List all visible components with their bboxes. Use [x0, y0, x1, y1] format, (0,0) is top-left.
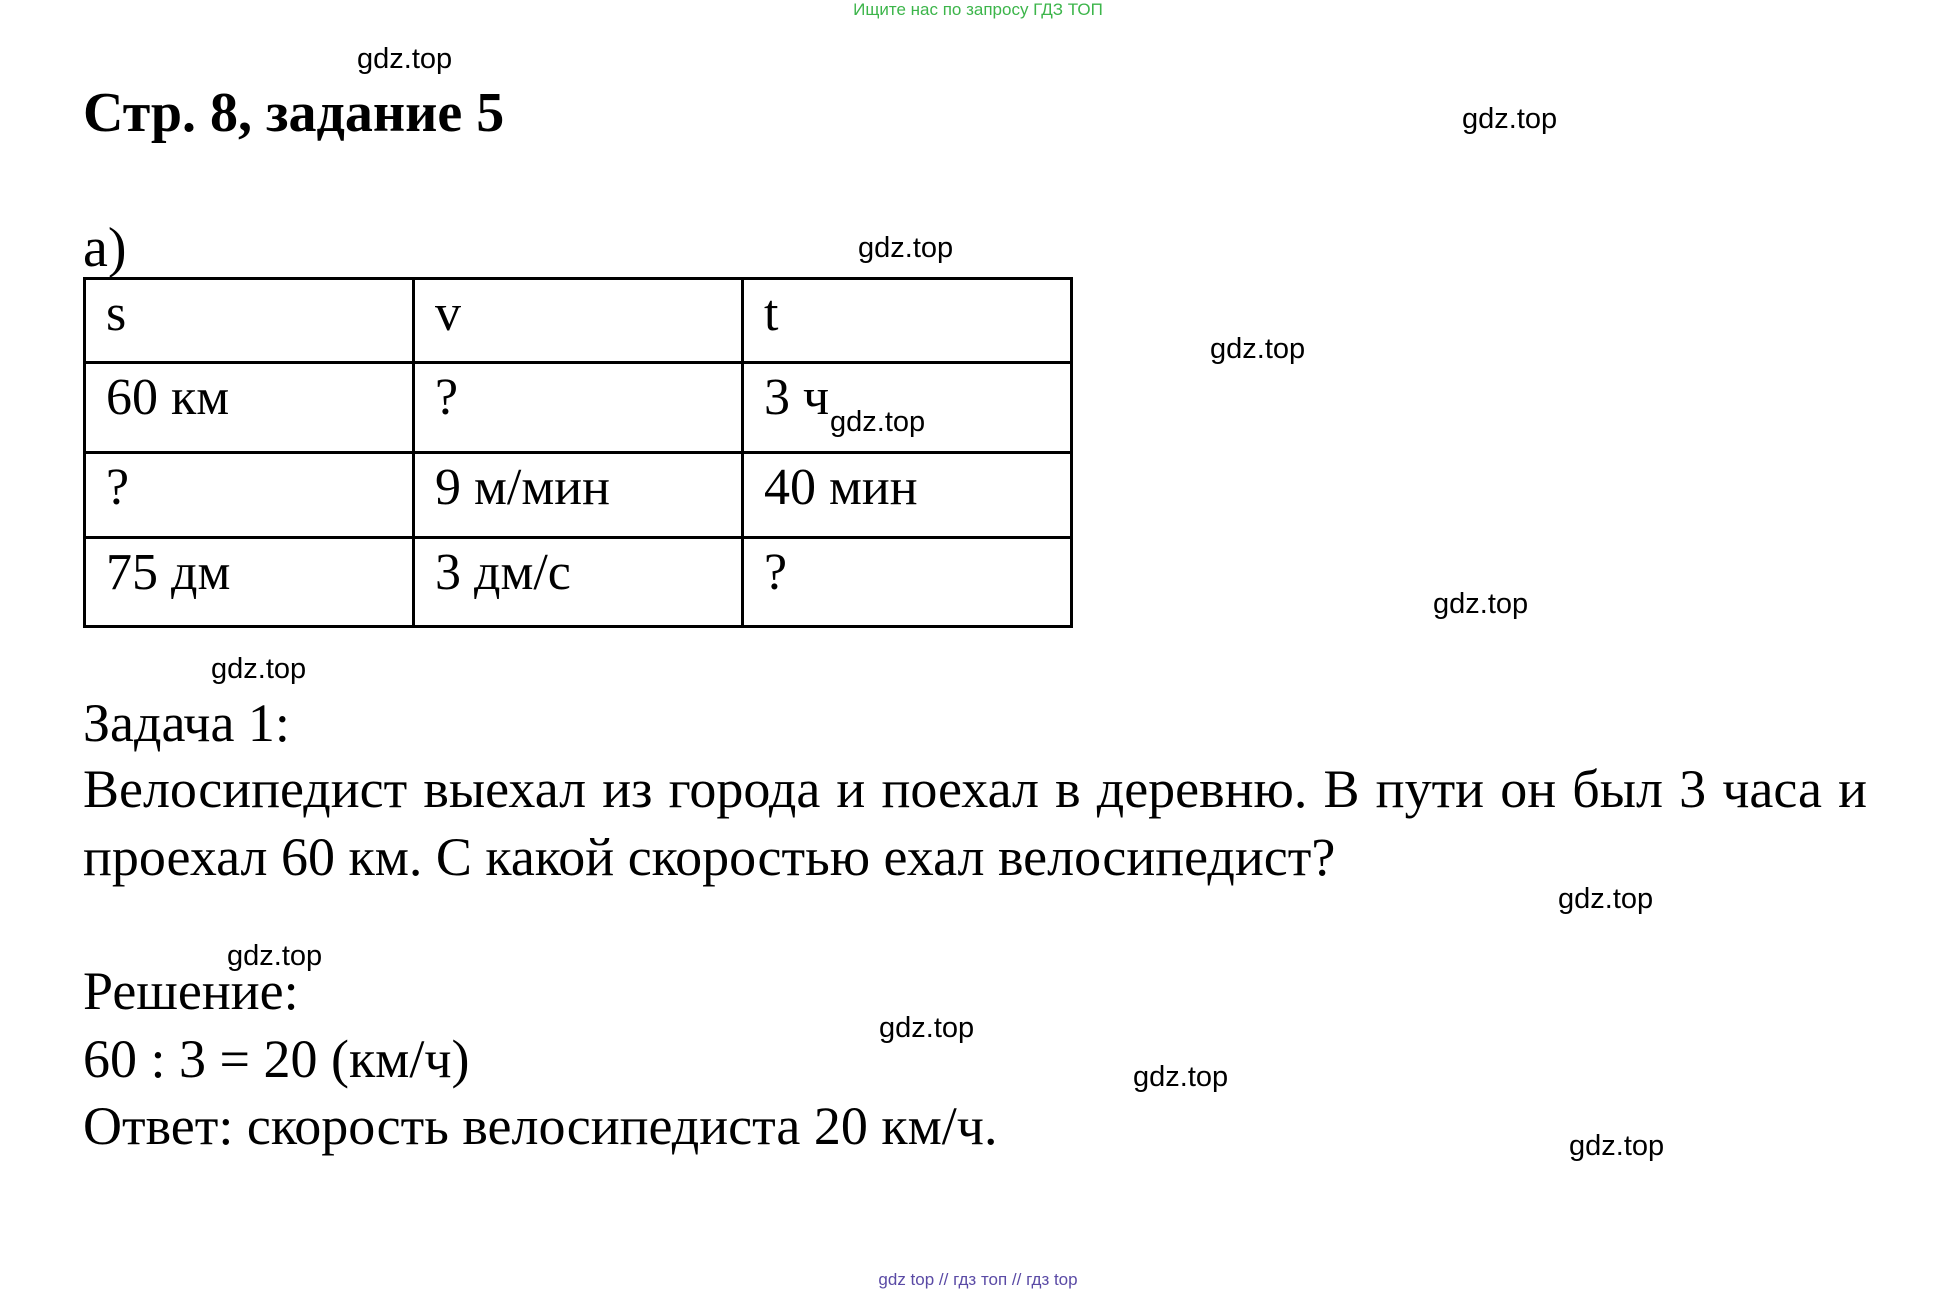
table-cell: ? — [414, 363, 743, 453]
solution-answer: Ответ: скорость велосипедиста 20 км/ч. — [83, 1096, 998, 1156]
footer-note: gdz top // гдз топ // гдз top — [878, 1270, 1078, 1289]
table-cell: ? — [85, 453, 414, 538]
table-cell: s — [85, 279, 414, 363]
watermark: gdz.top — [1210, 333, 1306, 365]
part-label: а) — [83, 217, 127, 279]
watermark: gdz.top — [1133, 1061, 1229, 1093]
watermark: gdz.top — [1558, 883, 1654, 915]
table-cell: v — [414, 279, 743, 363]
table-cell: 40 мин — [743, 453, 1072, 538]
task-text: Велосипедист выехал из города и поехал в деревню. В пути он был 3 часа и проехал 60 км. С какой скоростью ехал велосипедист? — [83, 759, 1867, 887]
table-cell: 3 дм/с — [414, 538, 743, 627]
watermark: gdz.top — [1569, 1130, 1665, 1162]
table-cell: 75 дм — [85, 538, 414, 627]
watermark: gdz.top — [357, 43, 453, 75]
page-title: Стр. 8, задание 5 — [83, 82, 505, 144]
table-cell: t — [743, 279, 1072, 363]
watermark: gdz.top — [830, 406, 926, 438]
table-cell: ? — [743, 538, 1072, 627]
data-table — [83, 277, 1073, 628]
watermark: gdz.top — [1433, 588, 1529, 620]
table-row — [85, 453, 1072, 538]
header-note: Ищите нас по запросу ГДЗ ТОП — [853, 0, 1103, 19]
watermark: gdz.top — [1462, 103, 1558, 135]
solution-title: Решение: — [83, 961, 299, 1021]
task-title: Задача 1: — [83, 693, 290, 753]
table-row — [85, 538, 1072, 627]
table-cell: 3 ч — [743, 363, 1072, 453]
table-cell: 60 км — [85, 363, 414, 453]
watermark: gdz.top — [211, 653, 307, 685]
table-row — [85, 279, 1072, 363]
watermark: gdz.top — [879, 1012, 975, 1044]
solution-calculation: 60 : 3 = 20 (км/ч) — [83, 1029, 470, 1089]
table-cell: 9 м/мин — [414, 453, 743, 538]
watermark: gdz.top — [858, 232, 954, 264]
watermark: gdz.top — [227, 940, 323, 972]
